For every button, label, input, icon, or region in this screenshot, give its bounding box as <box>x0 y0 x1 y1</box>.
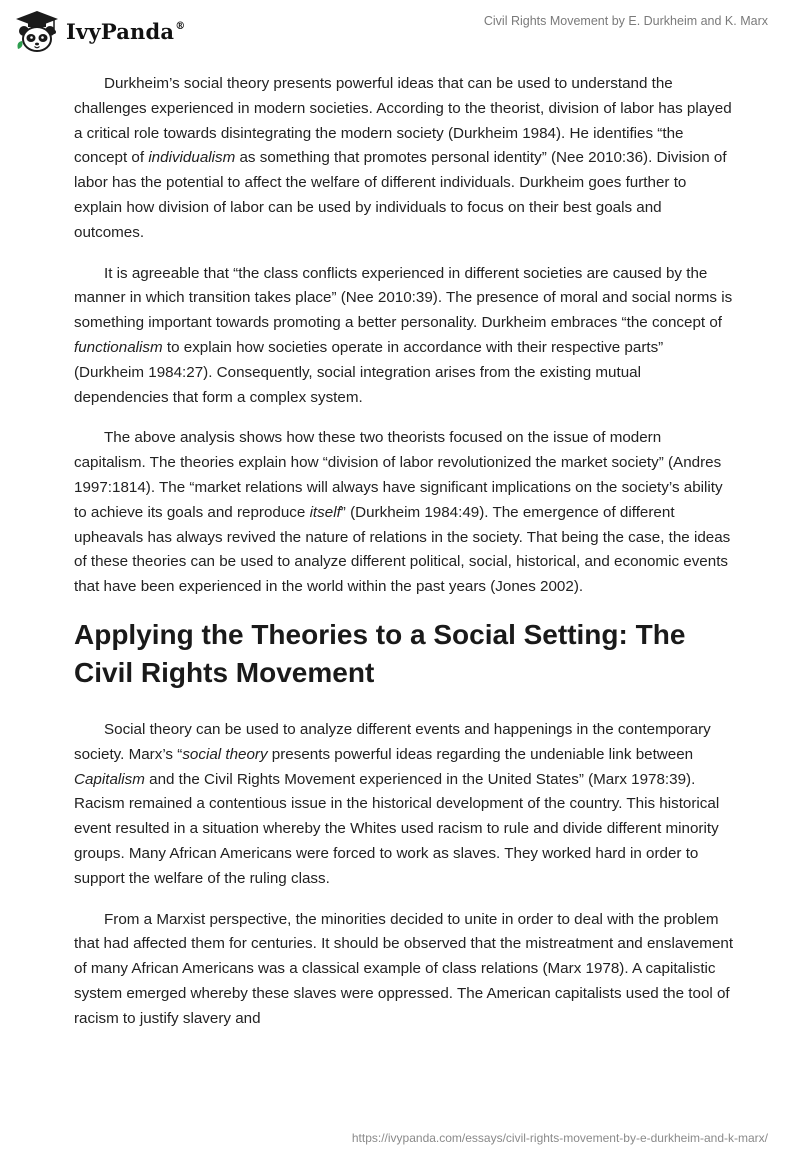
logo-text: IvyPanda® <box>66 18 186 44</box>
paragraph: Durkheim’s social theory presents powerful ideas that can be used to understand the challenges experienced in modern societies. According to the theorist, division of labor has played a critical role towards disintegrating the modern society (Durkheim 1984). He identifies “the concept of individualism as something that promotes personal identity” (Nee 2010:36). Division of labor has the potential to affect the welfare of different individuals. Durkheim goes further to explain how division of labor can be used by individuals to focus on their best goals and outcomes. <box>74 75 732 241</box>
paragraph: It is agreeable that “the class conflicts experienced in different societies are caused by the manner in which transition takes place” (Nee 2010:39). The presence of moral and social norms is something important towards promoting a better personality. Durkheim embraces “the concept of functionalism to explain how societies operate in accordance with their respective parts” (Durkheim 1984:27). Consequently, social integration arises from the existing mutual dependencies that form a complex system. <box>74 264 733 406</box>
source-url[interactable]: https://ivypanda.com/essays/civil-rights-movement-by-e-durkheim-and-k-marx/ <box>351 1131 768 1145</box>
section-heading: Applying the Theories to a Social Setting: The Civil Rights Movement <box>74 618 686 688</box>
paragraph: From a Marxist perspective, the minorities decided to unite in order to deal with the problem that had affected them for centuries. It should be observed that the mistreatment and enslavement of many African Americans was a classical example of class relations (Marx 1978). A capitalistic system emerged whereby these slaves were oppressed. The American capitalists used the tool of racism to justify slavery and <box>74 910 734 1027</box>
paragraph: Social theory can be used to analyze different events and happenings in the contemporary society. Marx’s “social theory presents powerful ideas regarding the undeniable link between Capitalism and the Civil Rights Movement experienced in the United States” (Marx 1978:39). Racism remained a contentious issue in the historical development of the country. This historical event resulted in a situation whereby the Whites used racism to rule and divide different minority groups. Many African Americans were forced to work as slaves. They worked hard in order to support the welfare of the ruling class. <box>74 720 720 887</box>
page-header <box>0 0 800 62</box>
panda-graduate-icon <box>14 9 60 53</box>
ivypanda-logo[interactable] <box>14 9 185 53</box>
paragraph: The above analysis shows how these two theorists focused on the issue of modern capitalism. The theories explain how “division of labor revolutionized the market society” (Andres 1997:1814). The “market relations will always have significant implications on the society’s ability to achieve its goals and reproduce itself” (Durkheim 1984:49). The emergence of different upheavals has always revived the nature of relations in the society. That being the case, the ideas of these theories can be used to analyze different political, social, historical, and economic events that have been experienced in the world within the past years (Jones 2002). <box>74 429 731 596</box>
essay-body <box>74 72 734 1048</box>
running-title: Civil Rights Movement by E. Durkheim and K. Marx <box>483 14 768 28</box>
